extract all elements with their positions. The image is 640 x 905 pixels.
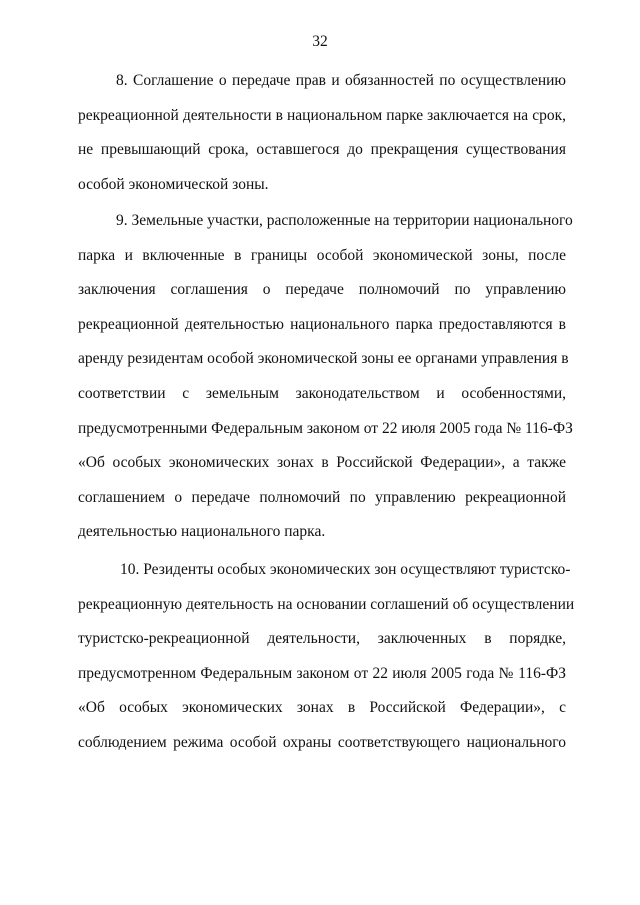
text-line: заключения соглашения о передаче полномочий по управлению [78, 281, 566, 299]
text-line: 9. Земельные участки, расположенные на территории национального [116, 212, 573, 229]
text-line: 8. Соглашение о передаче прав и обязанностей по осуществлению [116, 72, 566, 89]
text-line: «Об особых экономических зонах в Российской Федерации», с [78, 699, 566, 717]
text-line: «Об особых экономических зонах в Российской Федерации», а также [78, 454, 566, 472]
page-number: 32 [312, 33, 328, 50]
text-line: 10. Резиденты особых экономических зон осуществляют туристско- [120, 561, 571, 578]
text-line: парка и включенные в границы особой экономической зоны, после [78, 246, 566, 264]
text-line: предусмотренными Федеральным законом от 22 июля 2005 года № 116-ФЗ [78, 419, 573, 437]
text-line: соглашением о передаче полномочий по управлению рекреационной [78, 488, 566, 506]
text-line: особой экономической зоны. [78, 175, 269, 193]
text-line: деятельностью национального парка. [78, 523, 326, 541]
text-line: рекреационную деятельность на основании соглашений об осуществлении [78, 595, 575, 613]
text-line: предусмотренном Федеральным законом от 22 июля 2005 года № 116-ФЗ [78, 664, 566, 682]
paragraph-9 [78, 211, 573, 557]
paragraph-10 [78, 560, 575, 768]
text-line: соблюдением режима особой охраны соответствующего национального [78, 733, 566, 751]
paragraph-8 [78, 71, 566, 209]
text-line: рекреационной деятельностью национального парка предоставляются в [78, 315, 566, 333]
text-line: не превышающий срока, оставшегося до прекращения существования [78, 141, 566, 159]
text-line: туристско-рекреационной деятельности, заключенных в порядке, [78, 630, 566, 648]
text-line: аренду резидентам особой экономической зоны ее органами управления в [78, 350, 569, 368]
text-line: соответствии с земельным законодательством и особенностями, [78, 384, 566, 402]
text-line: рекреационной деятельности в национальном парке заключается на срок, [78, 106, 566, 124]
